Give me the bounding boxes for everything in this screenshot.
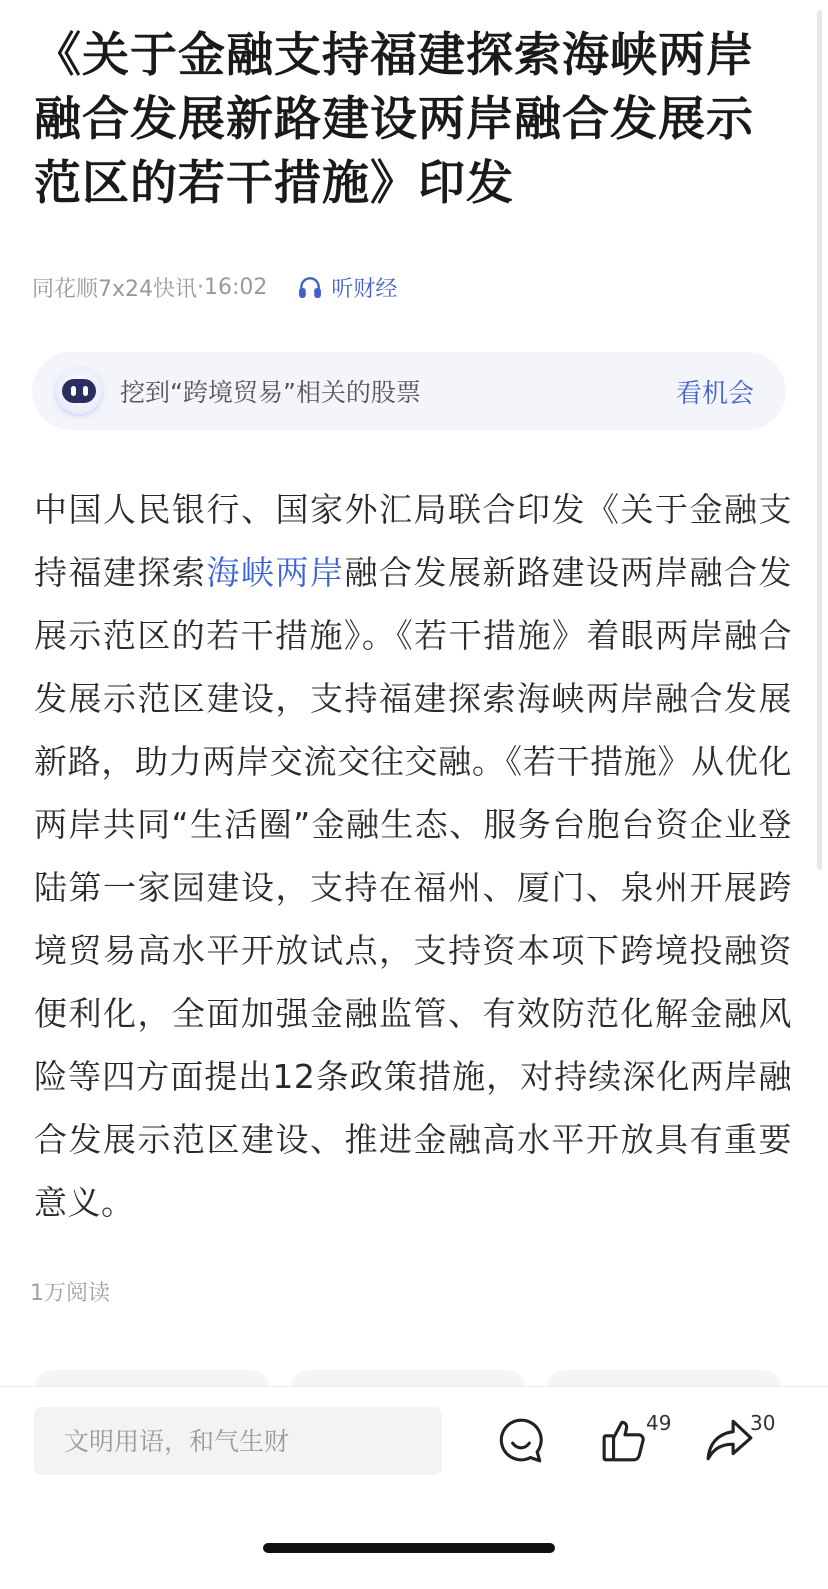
- article-body: [34, 478, 792, 1234]
- comment-button[interactable]: [496, 1415, 552, 1469]
- share-button[interactable]: [704, 1411, 776, 1469]
- article-meta: [32, 270, 397, 304]
- home-indicator[interactable]: [263, 1543, 555, 1553]
- see-opportunity-link[interactable]: 看机会: [675, 378, 754, 409]
- publish-time: 16:02: [204, 274, 268, 300]
- related-stocks-banner[interactable]: [32, 352, 786, 430]
- meta-separator: ·: [197, 274, 205, 300]
- read-count: 1万阅读: [30, 1281, 110, 1306]
- bottom-action-bar: [0, 1386, 828, 1589]
- comment-input[interactable]: [34, 1407, 442, 1475]
- body-text-2: 融合发展新路建设两岸融合发展示范区的若干措施》。《若干措施》着眼两岸融合发展示范区建设，支持福建探索海峡两岸融合发展新路，助力两岸交流交往交融。《若干措施》从优化两岸共同“生活圈”金融生态、服务台胞台资企业登陆第一家园建设，支持在福州、厦门、泉州开展跨境贸易高水平开放试点，支持资本项下跨境投融资便利化，全面加强金融监管、有效防范化解金融风险等四方面提出12条政策措施，对持续深化两岸融合发展示范区建设、推进金融高水平开放具有重要意义。: [34, 553, 792, 1222]
- thumbs-up-icon: [600, 1415, 650, 1465]
- related-stocks-text: 挖到“跨境贸易”相关的股票: [120, 378, 421, 407]
- comment-icon: [496, 1415, 546, 1465]
- headphones-icon: [297, 274, 323, 300]
- stock-concept-link[interactable]: 海峡两岸: [206, 553, 345, 592]
- robot-icon: [56, 368, 102, 414]
- article-title: 《关于金融支持福建探索海峡两岸融合发展新路建设两岸融合发展示范区的若干措施》印发: [34, 28, 754, 211]
- scrollbar[interactable]: [817, 10, 822, 870]
- listen-label: 听财经: [331, 276, 398, 302]
- listen-button[interactable]: [297, 272, 397, 303]
- share-count: 30: [750, 1411, 776, 1435]
- share-icon: [704, 1415, 756, 1465]
- body-text-1: 中国人民银行、国家外汇局联合印发《关于金融支持福建探索: [34, 490, 792, 592]
- like-button[interactable]: [600, 1411, 672, 1469]
- source-label: 同花顺7x24快讯: [32, 276, 198, 302]
- like-count: 49: [646, 1411, 672, 1435]
